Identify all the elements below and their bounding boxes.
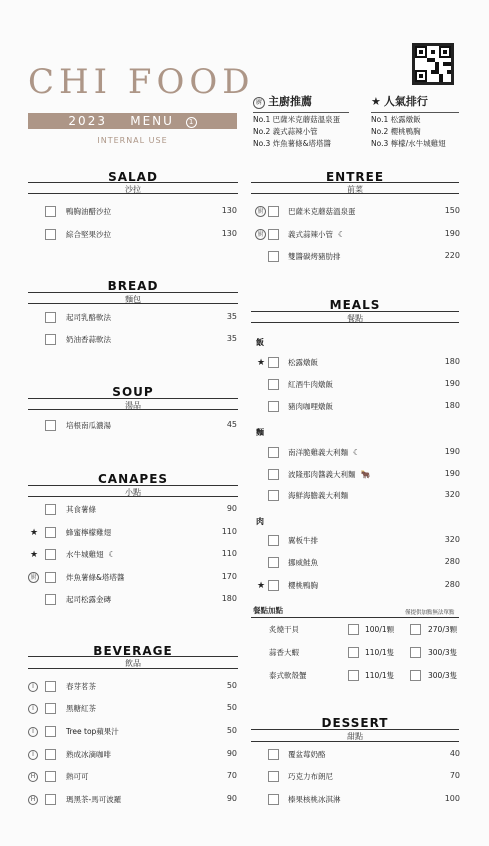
menu-item-name: 豬肉咖哩燉飯: [288, 402, 333, 411]
section-line: [28, 656, 238, 657]
item-checkbox[interactable]: [45, 527, 56, 538]
addon-option: 110/1隻: [365, 648, 395, 657]
item-checkbox[interactable]: [45, 504, 56, 515]
item-checkbox[interactable]: [268, 469, 279, 480]
section-line: [28, 668, 238, 669]
brand-title: CHI FOOD: [28, 62, 255, 102]
item-checkbox[interactable]: [268, 379, 279, 390]
menu-item-name: 挪威鮭魚: [288, 558, 318, 567]
item-checkbox[interactable]: [268, 580, 279, 591]
item-checkbox[interactable]: [45, 549, 56, 560]
item-checkbox[interactable]: [268, 771, 279, 782]
section-line: [28, 182, 238, 183]
menu-item-price: 70: [449, 771, 460, 780]
menu-item-price: 110: [221, 549, 237, 558]
menu-item-name: 波隆那肉醬義大利麵 🐂: [288, 470, 371, 479]
entree-subtitle: 前菜: [347, 185, 363, 194]
beverage-temp-icon: I: [28, 704, 38, 714]
item-checkbox[interactable]: [45, 334, 56, 345]
addon-checkbox[interactable]: [348, 624, 359, 635]
menu-item-name: 奶油香蒜軟法: [66, 335, 111, 344]
menu-item-price: 220: [444, 251, 460, 260]
divider: [253, 112, 349, 113]
addon-option: 100/1顆: [365, 625, 395, 634]
item-checkbox[interactable]: [45, 312, 56, 323]
menu-item-name: 起司松露金磚: [66, 595, 111, 604]
section-line: [28, 292, 238, 293]
bread-title: BREAD: [107, 279, 159, 293]
menu-item-price: 100: [444, 794, 460, 803]
chef-icon: 廚: [253, 97, 265, 109]
menu-item-name: Tree top蘋果汁: [66, 727, 119, 736]
menu-item-price: 150: [444, 206, 460, 215]
menu-item-name: 覆盆莓奶酪: [288, 750, 326, 759]
menu-item-price: 130: [221, 206, 237, 215]
item-checkbox[interactable]: [268, 251, 279, 262]
menu-item-price: 90: [226, 749, 237, 758]
menu-item-name: 培根南瓜濃湯: [66, 421, 111, 430]
canapes-subtitle: 小點: [125, 488, 141, 497]
meals-title: MEALS: [329, 298, 381, 312]
addon-item-name: 蒜香大蝦: [269, 648, 299, 657]
star-icon: ★: [29, 550, 39, 560]
spicy-moon-icon: ☾: [108, 550, 116, 559]
menu-item-name: 南洋脆雞義大利麵 ☾: [288, 448, 361, 457]
recommend-item: No.2 義式蒜辣小管: [253, 127, 318, 136]
menu-item-price: 50: [226, 681, 237, 690]
entree-title: ENTREE: [325, 170, 385, 184]
menu-item-price: 280: [444, 580, 460, 589]
menu-item-name: 瑪黑茶-馬可波羅: [66, 795, 122, 804]
item-checkbox[interactable]: [268, 794, 279, 805]
meals-subtitle: 餐點: [347, 314, 363, 323]
section-line: [251, 741, 459, 742]
section-line: [28, 485, 238, 486]
item-checkbox[interactable]: [268, 535, 279, 546]
menu-item-price: 190: [444, 469, 460, 478]
dessert-subtitle: 甜點: [347, 732, 363, 741]
menu-item-price: 70: [226, 771, 237, 780]
beverage-title: BEVERAGE: [93, 644, 173, 658]
salad-title: SALAD: [108, 170, 158, 184]
menu-item-name: 熱可可: [66, 772, 89, 781]
addon-checkbox[interactable]: [410, 670, 421, 681]
beverage-temp-icon: I: [28, 682, 38, 692]
beef-icon: 🐂: [360, 470, 371, 479]
menu-item-name: 義式蒜辣小管 ☾: [288, 230, 346, 239]
divider: [371, 112, 459, 113]
menu-item-price: 280: [444, 557, 460, 566]
dessert-title: DESSERT: [321, 716, 389, 730]
item-checkbox[interactable]: [268, 229, 279, 240]
internal-use-label: INTERNAL USE: [97, 136, 168, 145]
menu-item-price: 50: [226, 703, 237, 712]
menu-item-price: 180: [221, 594, 237, 603]
menu-item-price: 320: [444, 535, 460, 544]
noodle-group-label: 麵: [256, 428, 264, 437]
menu-item-name: 翼板牛排: [288, 536, 318, 545]
year-label: 2023: [68, 114, 107, 128]
addon-note: 僅提供加點無法單點: [405, 610, 455, 616]
addon-checkbox[interactable]: [348, 647, 359, 658]
menu-item-price: 180: [444, 357, 460, 366]
chef-recommend-box: [253, 93, 349, 150]
menu-item-name: 雙醬碳烤豬肋排: [288, 252, 341, 261]
menu-label: MENU: [130, 114, 174, 128]
star-icon: ★: [256, 358, 266, 368]
menu-item-price: 170: [221, 572, 237, 581]
section-line: [28, 398, 238, 399]
item-checkbox[interactable]: [268, 447, 279, 458]
bread-subtitle: 麵包: [125, 295, 141, 304]
menu-item-price: 320: [444, 490, 460, 499]
menu-item-name: 綜合堅果沙拉: [66, 230, 111, 239]
section-line: [251, 182, 459, 183]
recommend-title: 主廚推薦: [268, 95, 312, 108]
canapes-title: CANAPES: [97, 472, 169, 486]
rice-group-label: 飯: [256, 338, 264, 347]
menu-item-price: 90: [226, 794, 237, 803]
menu-item-name: 榛果核桃冰淇淋: [288, 795, 341, 804]
beverage-subtitle: 飲品: [125, 659, 141, 668]
menu-item-price: 40: [449, 749, 460, 758]
addon-checkbox[interactable]: [348, 670, 359, 681]
menu-item-name: 巴薩米克蘑菇溫泉蛋: [288, 207, 356, 216]
menu-item-name: 櫻桃鴨胸: [288, 581, 318, 590]
addon-item-name: 泰式軟殼蟹: [269, 671, 307, 680]
menu-item-name: 熟成冰滴咖啡: [66, 750, 111, 759]
section-line: [28, 409, 238, 410]
section-line: [251, 617, 459, 618]
menu-item-price: 190: [444, 229, 460, 238]
star-icon: ★: [29, 528, 39, 538]
addon-option: 110/1隻: [365, 671, 395, 680]
item-checkbox[interactable]: [45, 749, 56, 760]
item-checkbox[interactable]: [268, 490, 279, 501]
addon-checkbox[interactable]: [410, 647, 421, 658]
addon-option: 270/3顆: [428, 625, 458, 634]
year-menu-bar: [28, 113, 237, 129]
popular-ranking-box: [371, 93, 459, 150]
section-line: [251, 322, 459, 323]
menu-item-price: 130: [221, 229, 237, 238]
menu-item-name: 紅酒牛肉燉飯: [288, 380, 333, 389]
section-line: [251, 311, 459, 312]
menu-item-name: 春芽茗茶: [66, 682, 96, 691]
beverage-temp-icon: I: [28, 727, 38, 737]
chef-icon: 廚: [255, 206, 266, 217]
menu-item-name: 巧克力布朗尼: [288, 772, 333, 781]
item-checkbox[interactable]: [268, 749, 279, 760]
menu-item-price: 180: [444, 401, 460, 410]
menu-item-price: 35: [226, 312, 237, 321]
menu-number: 1: [186, 117, 197, 128]
addon-checkbox[interactable]: [410, 624, 421, 635]
beverage-temp-icon: H: [28, 772, 38, 782]
item-checkbox[interactable]: [45, 771, 56, 782]
menu-item-name: 松露燉飯: [288, 358, 318, 367]
star-icon: ★: [371, 95, 381, 108]
item-checkbox[interactable]: [45, 420, 56, 431]
beverage-temp-icon: I: [28, 750, 38, 760]
menu-item-name: 蜂蜜檸檬雞翅: [66, 528, 111, 537]
salad-subtitle: 沙拉: [125, 185, 141, 194]
popular-title: 人氣排行: [383, 95, 428, 108]
menu-item-price: 190: [444, 447, 460, 456]
item-checkbox[interactable]: [268, 401, 279, 412]
menu-item-price: 110: [221, 527, 237, 536]
item-checkbox[interactable]: [45, 794, 56, 805]
item-checkbox[interactable]: [45, 229, 56, 240]
meat-group-label: 肉: [256, 517, 264, 526]
section-line: [28, 193, 238, 194]
chef-icon: 廚: [255, 229, 266, 240]
popular-item: No.3 檸檬/水牛城雞翅: [371, 139, 446, 148]
item-checkbox[interactable]: [268, 357, 279, 368]
menu-item-name: 黑糖紅茶: [66, 704, 96, 713]
addon-item-name: 炙燒干貝: [269, 625, 299, 634]
addon-option: 300/3隻: [428, 671, 458, 680]
item-checkbox[interactable]: [45, 594, 56, 605]
star-icon: ★: [256, 581, 266, 591]
menu-item-price: 90: [226, 504, 237, 513]
popular-item: No.2 櫻桃鴨胸: [371, 127, 421, 136]
addon-title: 餐點加點: [253, 606, 283, 615]
section-line: [251, 729, 459, 730]
menu-item-price: 35: [226, 334, 237, 343]
item-checkbox[interactable]: [268, 557, 279, 568]
item-checkbox[interactable]: [45, 681, 56, 692]
menu-item-price: 190: [444, 379, 460, 388]
menu-item-name: 鴨胸油醋沙拉: [66, 207, 111, 216]
section-line: [251, 193, 459, 194]
item-checkbox[interactable]: [45, 572, 56, 583]
recommend-item: No.1 巴薩米克蘑菇溫泉蛋: [253, 115, 341, 124]
addon-option: 300/3隻: [428, 648, 458, 657]
menu-item-price: 45: [226, 420, 237, 429]
soup-title: SOUP: [112, 385, 154, 399]
section-line: [28, 303, 238, 304]
item-checkbox[interactable]: [45, 206, 56, 217]
item-checkbox[interactable]: [268, 206, 279, 217]
section-line: [28, 496, 238, 497]
popular-item: No.1 松露燉飯: [371, 115, 421, 124]
menu-item-name: 海鮮海膽義大利麵: [288, 491, 348, 500]
chef-icon: 廚: [28, 572, 39, 583]
menu-item-price: 50: [226, 726, 237, 735]
menu-item-name: 其食薯條: [66, 505, 96, 514]
menu-item-name: 水牛城雞翅 ☾: [66, 550, 116, 559]
recommend-item: No.3 炸魚薯條&塔塔醬: [253, 139, 331, 148]
beverage-temp-icon: H: [28, 795, 38, 805]
menu-item-name: 起司乳酪軟法: [66, 313, 111, 322]
qr-code-icon[interactable]: [412, 43, 454, 85]
menu-item-name: 炸魚薯條&塔塔醬: [66, 573, 125, 582]
spicy-moon-icon: ☾: [353, 448, 361, 457]
spicy-moon-icon: ☾: [338, 230, 346, 239]
item-checkbox[interactable]: [45, 726, 56, 737]
soup-subtitle: 湯品: [125, 401, 141, 410]
item-checkbox[interactable]: [45, 703, 56, 714]
